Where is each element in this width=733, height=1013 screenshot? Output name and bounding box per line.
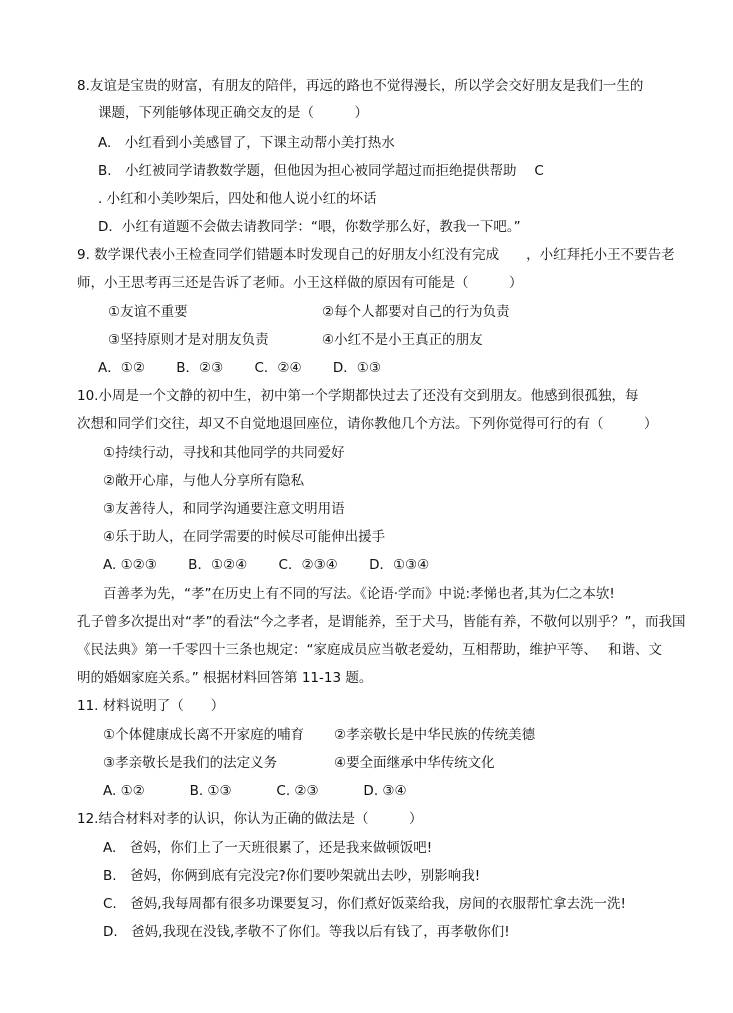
q9-item-2: ②每个人都要对自己的行为负责 — [322, 304, 510, 320]
q12-option-b: B. 爸妈，你俩到底有完没完?你们要吵架就出去吵，别影响我! — [103, 868, 481, 884]
q12-option-c: C. 爸妈,我每周都有很多功课要复习，你们煮好饭菜给我，房间的衣服帮忙拿去洗一洗! — [103, 896, 626, 912]
q10-item-4: ④乐于助人，在同学需要的时候尽可能伸出援手 — [103, 529, 386, 545]
q8-stem-line-2: 课题，下列能够体现正确交友的是（ ） — [98, 105, 368, 121]
q8-option-a: A. 小红看到小美感冒了，下课主动帮小美打热水 — [98, 135, 395, 151]
q11-item-1: ①个体健康成长离不开家庭的哺育 — [103, 727, 305, 743]
q8-option-c: . 小红和小美吵架后，四处和他人说小红的坏话 — [98, 191, 377, 207]
q10-item-1: ①持续行动，寻找和其他同学的共同爱好 — [103, 445, 345, 461]
q10-options: A. ①②③ B．①②④ C．②③④ D．①③④ — [103, 557, 430, 573]
q10-stem-line-2: 次想和同学们交往，却又不自觉地退回座位，请你教他几个方法。下列你觉得可行的有（ ） — [77, 416, 658, 432]
q10-item-2: ②敞开心扉，与他人分享所有隐私 — [103, 473, 305, 489]
material-line-1: 百善孝为先，“孝”在历史上有不同的写法。《论语·学而》中说:孝悌也者,其为仁之本欤! — [103, 586, 615, 602]
q10-stem-line-1: 10.小周是一个文静的初中生，初中第一个学期都快过去了还没有交到朋友。他感到很孤独，每 — [77, 388, 639, 404]
q12-option-d: D. 爸妈,我现在没钱,孝敬不了你们。等我以后有钱了，再孝敬你们! — [103, 924, 510, 940]
q11-item-4: ④要全面继承中华传统文化 — [334, 755, 495, 771]
q11-item-3: ③孝亲敬长是我们的法定义务 — [103, 755, 278, 771]
q11-item-2: ②孝亲敬长是中华民族的传统美德 — [334, 727, 536, 743]
q9-options: A．①② B．②③ C．②④ D．①③ — [98, 360, 382, 376]
q9-stem-line-2: 师，小王思考再三还是告诉了老师。小王这样做的原因有可能是（ ） — [77, 275, 523, 291]
material-line-4: 明的婚姻家庭关系。” 根据材料回答第 11-13 题。 — [77, 670, 373, 686]
q9-item-1: ①友谊不重要 — [108, 304, 188, 320]
q8-stem-line-1: 8.友谊是宝贵的财富，有朋友的陪伴，再远的路也不觉得漫长，所以学会交好朋友是我们一生的 — [77, 78, 644, 94]
q8-option-d: D．小红有道题不会做去请教同学：“喂，你数学那么好，教我一下吧。” — [98, 219, 521, 235]
material-line-2: 孔子曾多次提出对“孝”的看法“今之孝者，是谓能养，至于犬马，皆能有养，不敬何以别乎？”，而我国 — [77, 614, 686, 630]
q11-options: A. ①② B. ①③ C. ②③ D. ③④ — [103, 783, 407, 799]
material-line-3: 《民法典》第一千零四十三条也规定：“家庭成员应当敬老爱幼，互相帮助，维护平等、 和谐、文 — [77, 642, 663, 658]
q12-stem: 12.结合材料对孝的认识，你认为正确的做法是（ ） — [77, 811, 423, 827]
q11-stem: 11. 材料说明了（ ） — [77, 698, 225, 714]
q12-option-a: A. 爸妈，你们上了一天班很累了，还是我来做顿饭吧! — [103, 840, 433, 856]
q9-item-4: ④小红不是小王真正的朋友 — [322, 332, 483, 348]
q9-stem-line-1: 9. 数学课代表小王检查同学们错题本时发现自己的好朋友小红没有完成 ，小红拜托小王不要告老 — [77, 247, 675, 263]
q8-option-b: B. 小红被同学请教数学题，但他因为担心被同学超过而拒绝提供帮助 C — [98, 163, 544, 179]
q9-item-3: ③坚持原则才是对朋友负责 — [108, 332, 269, 348]
q10-item-3: ③友善待人，和同学沟通要注意文明用语 — [103, 501, 345, 517]
